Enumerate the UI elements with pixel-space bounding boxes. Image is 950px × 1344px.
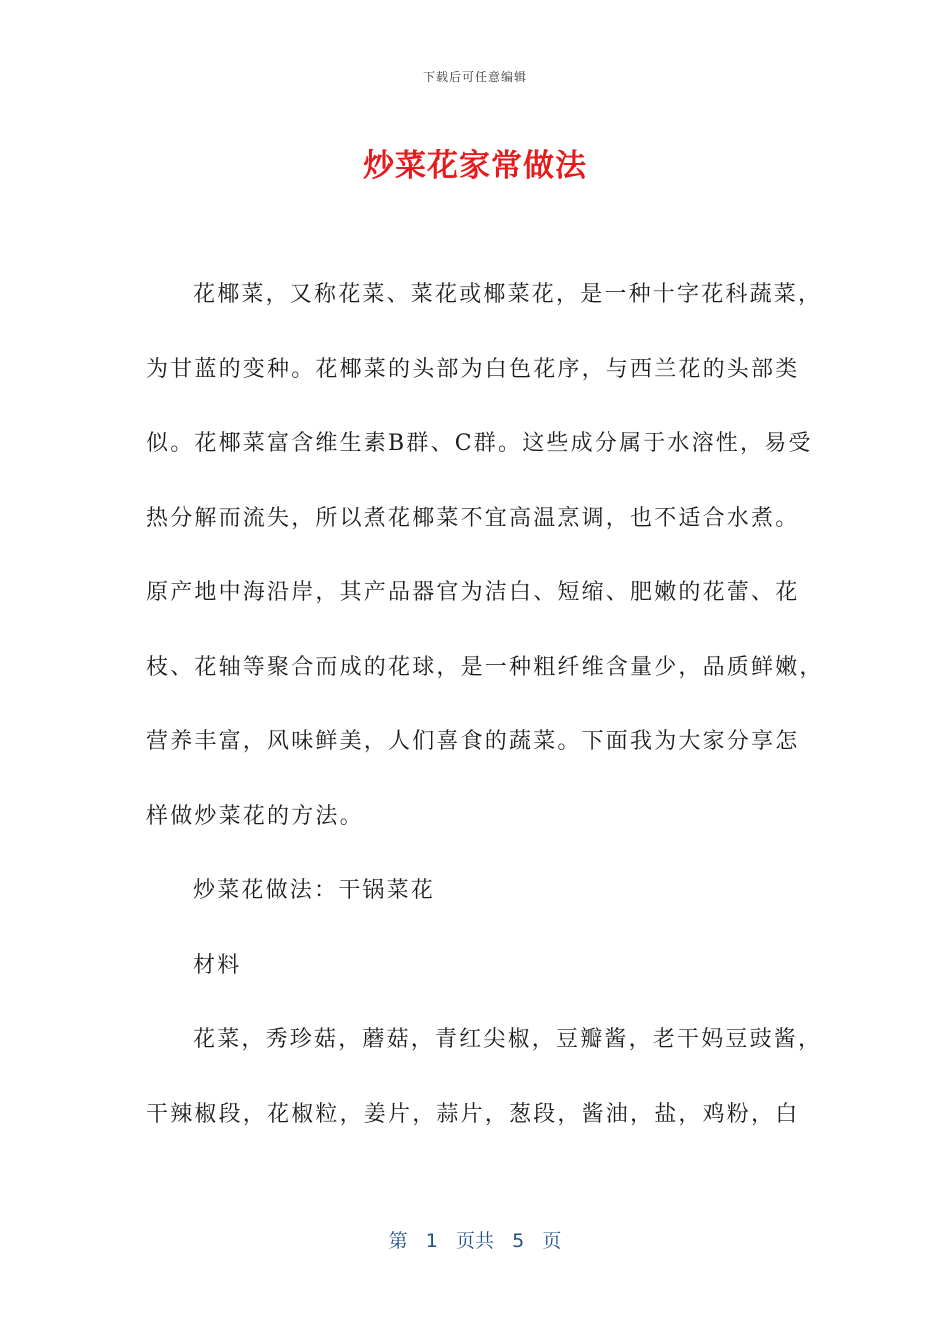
paragraph-line: 枝、花轴等聚合而成的花球，是一种粗纤维含量少，品质鲜嫩， bbox=[146, 654, 824, 680]
footer-current-page: 1 bbox=[425, 1230, 438, 1252]
paragraph-line: 似。花椰菜富含维生素B群、C群。这些成分属于水溶性，易受 bbox=[146, 431, 813, 456]
paragraph-line: 热分解而流失，所以煮花椰菜不宜高温烹调，也不适合水煮。 bbox=[146, 505, 800, 531]
footer-suffix: 页 bbox=[542, 1230, 562, 1252]
document-body bbox=[146, 258, 824, 1152]
section-heading: 炒菜花做法：干锅菜花 bbox=[193, 878, 436, 903]
section-subheading: 材料 bbox=[193, 952, 242, 978]
footer-middle: 页共 bbox=[455, 1230, 494, 1252]
paragraph-line: 样做炒菜花的方法。 bbox=[146, 803, 364, 829]
paragraph-line: 原产地中海沿岸，其产品器官为洁白、短缩、肥嫩的花蕾、花 bbox=[146, 580, 800, 605]
footer-total-pages: 5 bbox=[512, 1230, 525, 1252]
page-header-note: 下载后可任意编辑 bbox=[422, 70, 527, 84]
paragraph-line: 营养丰富，风味鲜美，人们喜食的蔬菜。下面我为大家分享怎 bbox=[146, 729, 800, 754]
footer-prefix: 第 bbox=[388, 1230, 408, 1252]
document-title: 炒菜花家常做法 bbox=[363, 148, 587, 184]
ingredients-line: 干辣椒段，花椒粒，姜片，蒜片，葱段，酱油，盐，鸡粉，白 bbox=[146, 1101, 800, 1127]
page-footer bbox=[0, 1226, 950, 1253]
ingredients-line: 花菜，秀珍菇，蘑菇，青红尖椒，豆瓣酱，老干妈豆豉酱， bbox=[193, 1027, 823, 1052]
paragraph-line: 为甘蓝的变种。花椰菜的头部为白色花序，与西兰花的头部类 bbox=[146, 356, 800, 382]
paragraph-line: 花椰菜，又称花菜、菜花或椰菜花，是一种十字花科蔬菜， bbox=[193, 282, 823, 307]
